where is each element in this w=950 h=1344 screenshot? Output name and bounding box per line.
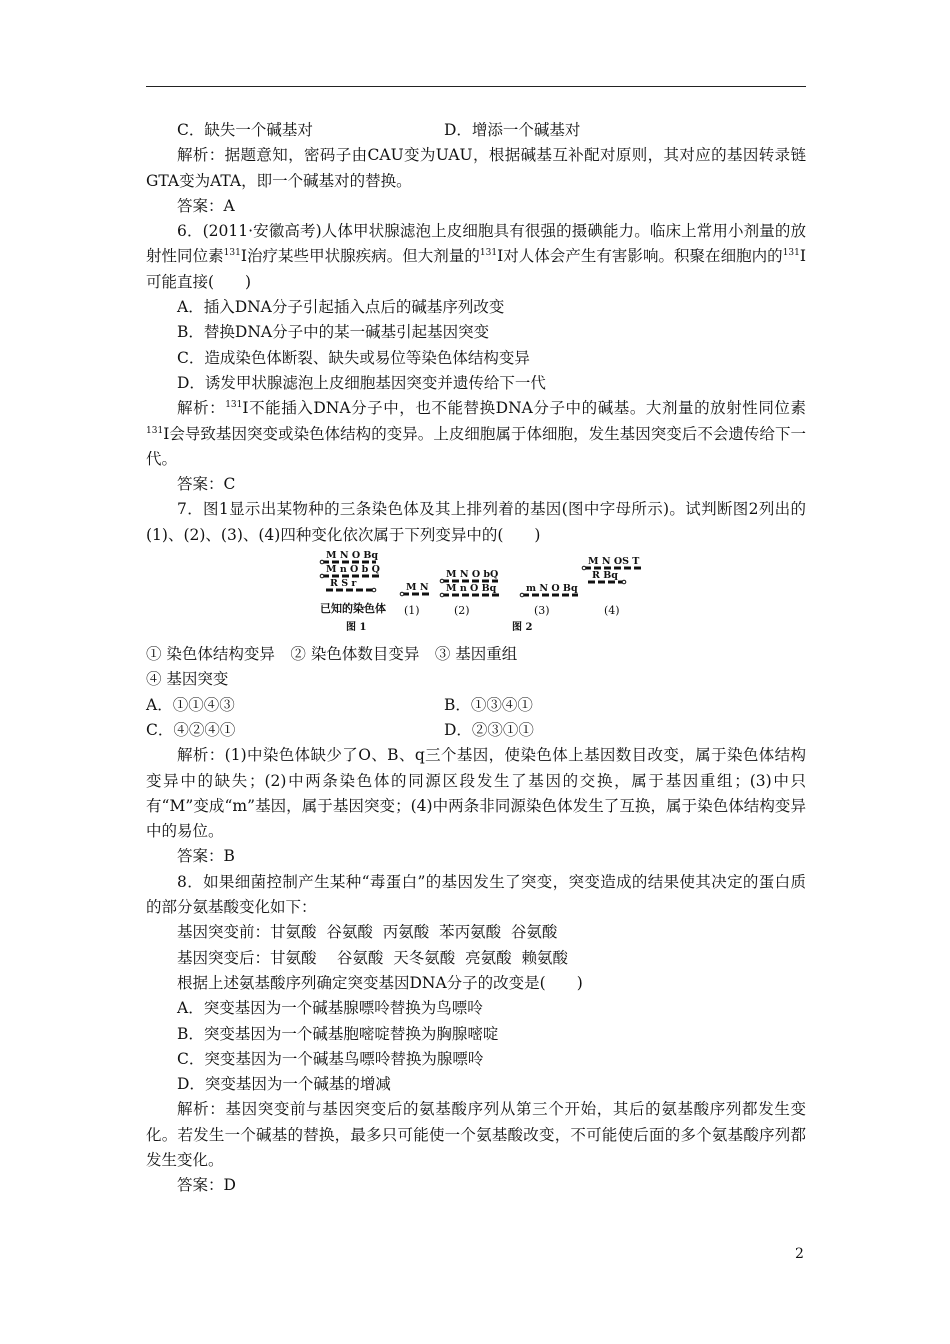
q7-analysis: 解析：(1)中染色体缺少了O、B、q三个基因，使染色体上基因数目改变，属于染色体结构变异中的缺失；(2)中两条染色体的同源区段发生了基因的交换，属于基因重组；(3)中只有“M”变成“m”基因，属于基因突变；(4)中两条非同源染色体发生了互换，属于染色体结构变异中的易位。 xyxy=(146,746,806,841)
q5-answer: 答案：A xyxy=(177,196,235,215)
q8-stem: 8．如果细菌控制产生某种“毒蛋白”的基因发生了突变，突变造成的结果使其决定的蛋白质的部分氨基酸变化如下： xyxy=(146,872,806,917)
known-chr-label: 已知的染色体 xyxy=(320,602,386,616)
q6-option-d: D．诱发甲状腺滤泡上皮细胞基因突变并遗传给下一代 xyxy=(177,373,546,392)
q7-option-b: B．①③④① xyxy=(444,695,533,714)
q8-after: 基因突变后：甘氨酸 谷氨酸 天冬氨酸 亮氨酸 赖氨酸 xyxy=(177,948,568,967)
q7-option-d: D．②③①① xyxy=(444,720,534,739)
fig2-label: 图 2 xyxy=(512,622,533,634)
page-number: 2 xyxy=(795,1246,804,1262)
q6-option-a: A．插入DNA分子引起插入点后的碱基序列改变 xyxy=(177,298,505,317)
chr4b-label: R Bq xyxy=(592,570,618,582)
q5-option-d: D．增添一个碱基对 xyxy=(444,121,581,139)
q6-option-c: C．造成染色体断裂、缺失或易位等染色体结构变异 xyxy=(177,348,530,367)
sub-label-1: (1) xyxy=(404,604,420,618)
sub-label-4: (4) xyxy=(604,604,620,618)
q8-question: 根据上述氨基酸序列确定突变基因DNA分子的改变是( ) xyxy=(177,973,583,992)
known-chr-3-label: R S r xyxy=(330,578,357,590)
chr2b-label: M n O Bq xyxy=(446,583,497,595)
chromosome-diagram xyxy=(316,548,646,642)
q8-analysis: 解析：基因突变前与基因突变后的氨基酸序列从第三个开始，其后的氨基酸序列都发生变化。若发生一个碱基的替换，最多只可能使一个氨基酸改变，不可能使后面的多个氨基酸序列都发生变化。 xyxy=(146,1100,806,1169)
q7-choices-line1: ① 染色体结构变异 ② 染色体数目变异 ③ 基因重组 xyxy=(146,645,518,664)
q6-analysis: 解析：$^{131}$I不能插入DNA分子中，也不能替换DNA分子中的碱基。大剂量的放射性同位素$^{131}$I会导致基因突变或染色体结构的变异。上皮细胞属于体细胞，发生基因突变后不会遗传给下一代。 xyxy=(146,399,806,468)
known-chr-2-label: M n O b Q xyxy=(326,564,380,576)
chr3-label: m N O Bq xyxy=(526,583,578,595)
page-content xyxy=(146,118,806,1199)
q8-answer: 答案：D xyxy=(177,1176,236,1195)
q5-analysis: 解析：据题意知，密码子由CAU变为UAU，根据碱基互补配对原则，其对应的基因转录链GTA变为ATA，即一个碱基对的替换。 xyxy=(146,146,806,190)
chr1-label: M N xyxy=(406,582,429,594)
q7-answer: 答案：B xyxy=(177,847,235,866)
q7-option-c: C．④②④① xyxy=(146,720,236,739)
chr4a-label: M N OS T xyxy=(588,556,640,568)
q7-stem: 7．图1显示出某物种的三条染色体及其上排列着的基因(图中字母所示)。试判断图2列出的(1)、(2)、(3)、(4)四种变化依次属于下列变异中的( ) xyxy=(146,500,806,544)
q8-option-a: A．突变基因为一个碱基腺嘌呤替换为鸟嘌呤 xyxy=(177,999,483,1018)
q7-options-cd xyxy=(146,718,806,743)
q6-stem: 6．(2011·安徽高考)人体甲状腺滤泡上皮细胞具有很强的摄碘能力。临床上常用小剂量的放射性同位素$^{131}$I治疗某些甲状腺疾病。但大剂量的$^{131}$I对人体会产生有害影响。积聚在细胞内的$^{131}$I可能直接( ) xyxy=(146,222,806,291)
q6-option-b: B．替换DNA分子中的某一碱基引起基因突变 xyxy=(177,323,490,342)
header-rule xyxy=(146,86,806,87)
q6-answer: 答案：C xyxy=(177,475,236,494)
sub-label-3: (3) xyxy=(534,604,550,618)
q7-option-a: A．①①④③ xyxy=(146,695,235,714)
q7-choices-line2: ④ 基因突变 xyxy=(146,670,229,689)
q8-option-d: D．突变基因为一个碱基的增减 xyxy=(177,1075,391,1094)
known-chr-1-label: M N O Bq xyxy=(326,550,379,562)
chromosome-figure xyxy=(146,548,806,642)
fig1-label: 图 1 xyxy=(346,622,367,634)
q8-option-b: B．突变基因为一个碱基胞嘧啶替换为胸腺嘧啶 xyxy=(177,1024,499,1043)
q5-option-c: C．缺失一个碱基对 xyxy=(177,121,313,139)
q5-options-cd xyxy=(146,118,806,143)
chr2a-label: M N O bQ xyxy=(446,569,499,581)
q7-options-ab xyxy=(146,693,806,718)
q8-option-c: C．突变基因为一个碱基鸟嘌呤替换为腺嘌呤 xyxy=(177,1049,484,1068)
sub-label-2: (2) xyxy=(454,604,470,618)
q8-before: 基因突变前：甘氨酸 谷氨酸 丙氨酸 苯丙氨酸 谷氨酸 xyxy=(177,923,558,942)
